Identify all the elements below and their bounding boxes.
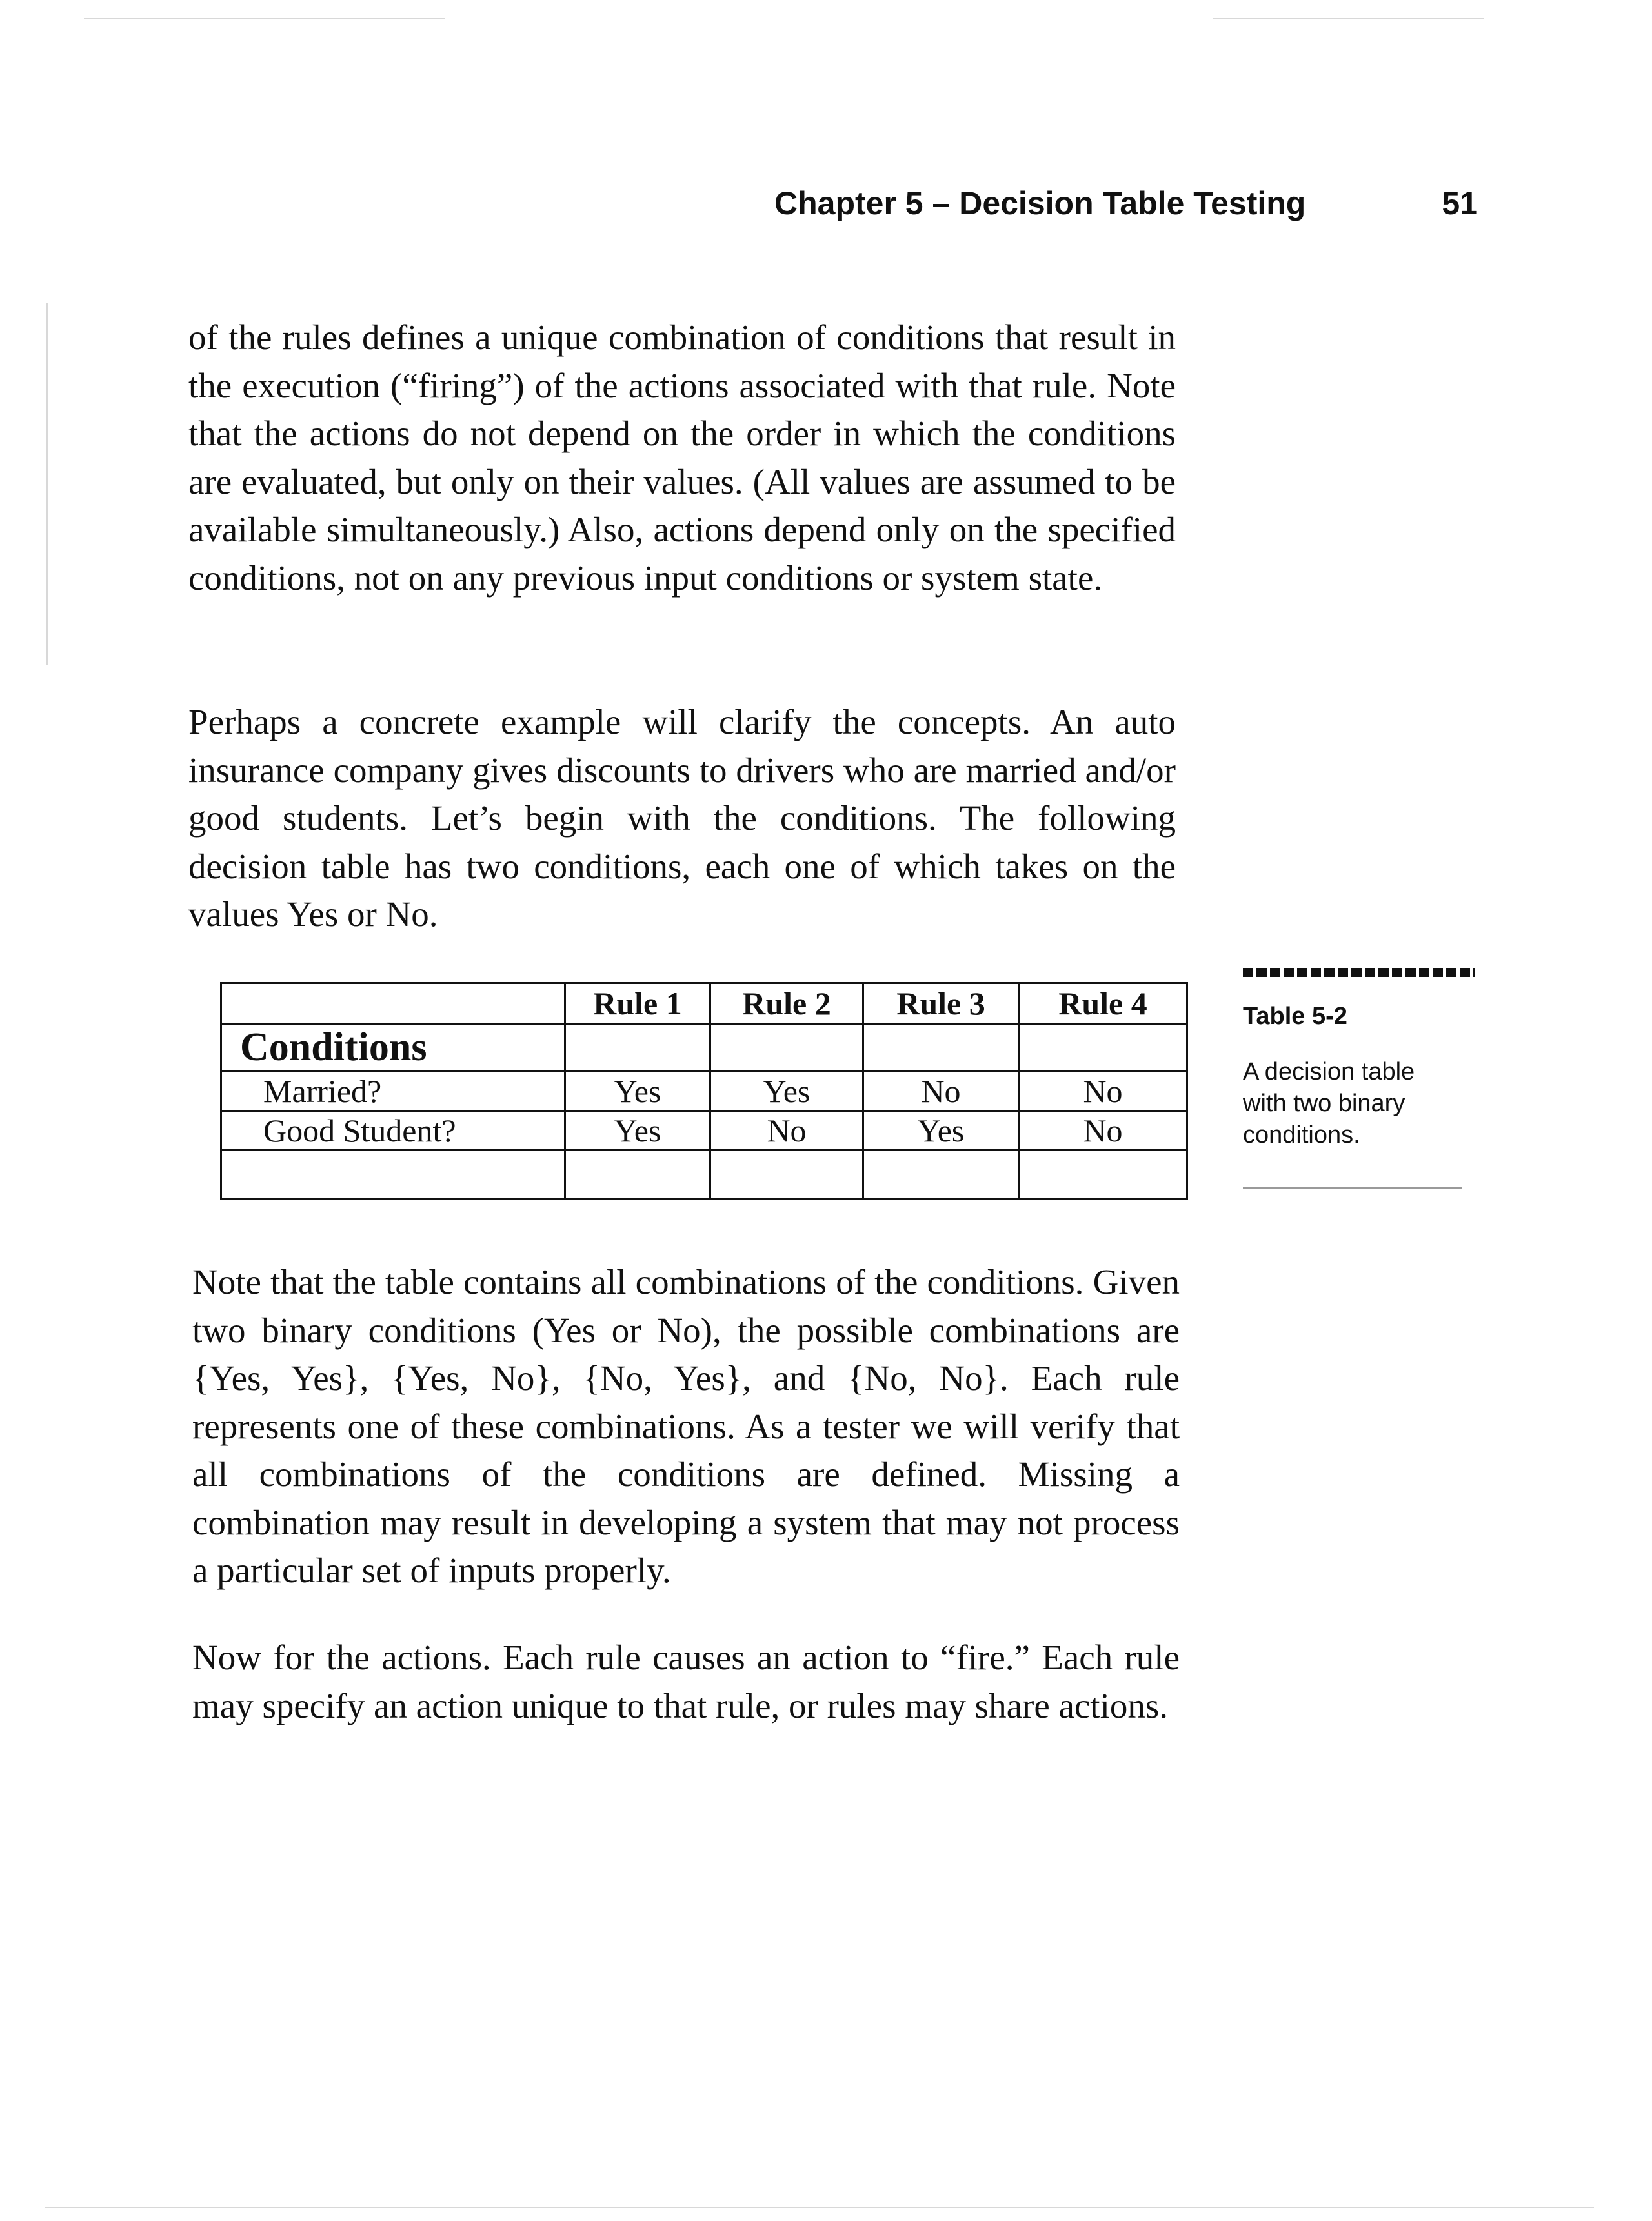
table-cell [863, 1151, 1019, 1199]
table-row [221, 1111, 1187, 1151]
margin-caption [1243, 968, 1475, 1151]
running-header [774, 185, 1478, 230]
condition-name: Good Student? [221, 1111, 565, 1151]
table-cell [710, 1151, 863, 1199]
caption-title: Table 5-2 [1243, 1003, 1347, 1030]
table-cell [1019, 1024, 1187, 1072]
table-cell: No [710, 1111, 863, 1151]
table-cell: No [1019, 1072, 1187, 1111]
table-cell: Yes [710, 1072, 863, 1111]
table-cell [565, 1024, 710, 1072]
body-paragraph-3: Note that the table contains all combinations of the conditions. Given two binary conditions (Yes or No), the possible combinations are {Yes, Yes}, {Yes, No}, {No, Yes}, and {No, No}. Each rule represents one of these combinations. As a tester we will verify that all combinations of the conditions are defined. Missing a combination may result in developing a system that may not process a particular set of inputs properly. [192, 1262, 1180, 1590]
rule-header: Rule 4 [1019, 983, 1187, 1024]
rule-header: Rule 1 [565, 983, 710, 1024]
scan-edge-top-right [1213, 18, 1484, 19]
table-header-row [221, 983, 1187, 1024]
body-paragraph-2: Perhaps a concrete example will clarify the concepts. An auto insurance company gives discounts to drivers who are married and/or good students. Let’s begin with the conditions. The following decision table has two conditions, each one of which takes on the values Yes or No. [188, 702, 1176, 934]
chapter-title: Chapter 5 – Decision Table Testing [774, 185, 1306, 221]
decision-table [220, 982, 1188, 1200]
table-cell [710, 1024, 863, 1072]
table-cell [565, 1151, 710, 1199]
table-section-row [221, 1024, 1187, 1072]
scan-edge-bottom [45, 2207, 1594, 2208]
caption-description: A decision table with two binary conditions. [1243, 1058, 1415, 1149]
table-cell: No [1019, 1111, 1187, 1151]
caption-divider [1243, 1187, 1462, 1189]
table-cell [863, 1024, 1019, 1072]
page-number: 51 [1442, 185, 1478, 221]
table-cell: No [863, 1072, 1019, 1111]
table-row [221, 1072, 1187, 1111]
table-empty-row [221, 1151, 1187, 1199]
table-cell: Yes [565, 1111, 710, 1151]
condition-name: Married? [221, 1072, 565, 1111]
conditions-section-label: Conditions [221, 1024, 565, 1072]
table-cell [221, 1151, 565, 1199]
table-cell: Yes [565, 1072, 710, 1111]
body-paragraph-4: Now for the actions. Each rule causes an action to “fire.” Each rule may specify an action unique to that rule, or rules may share actions. [192, 1638, 1180, 1725]
table-cell [1019, 1151, 1187, 1199]
table-cell: Yes [863, 1111, 1019, 1151]
scan-edge-left [46, 303, 48, 665]
body-paragraph-1: of the rules defines a unique combination of conditions that result in the execution (“firing”) of the actions associated with that rule. Note that the actions do not depend on the order in which the conditions are evaluated, but only on their values. (All values are assumed to be available simultaneously.) Also, actions depend only on the specified conditions, not on any previous input conditions or system state. [188, 317, 1176, 598]
table-corner-cell [221, 983, 565, 1024]
scan-edge-top [84, 18, 445, 19]
caption-dash-bar [1243, 968, 1475, 977]
rule-header: Rule 2 [710, 983, 863, 1024]
rule-header: Rule 3 [863, 983, 1019, 1024]
